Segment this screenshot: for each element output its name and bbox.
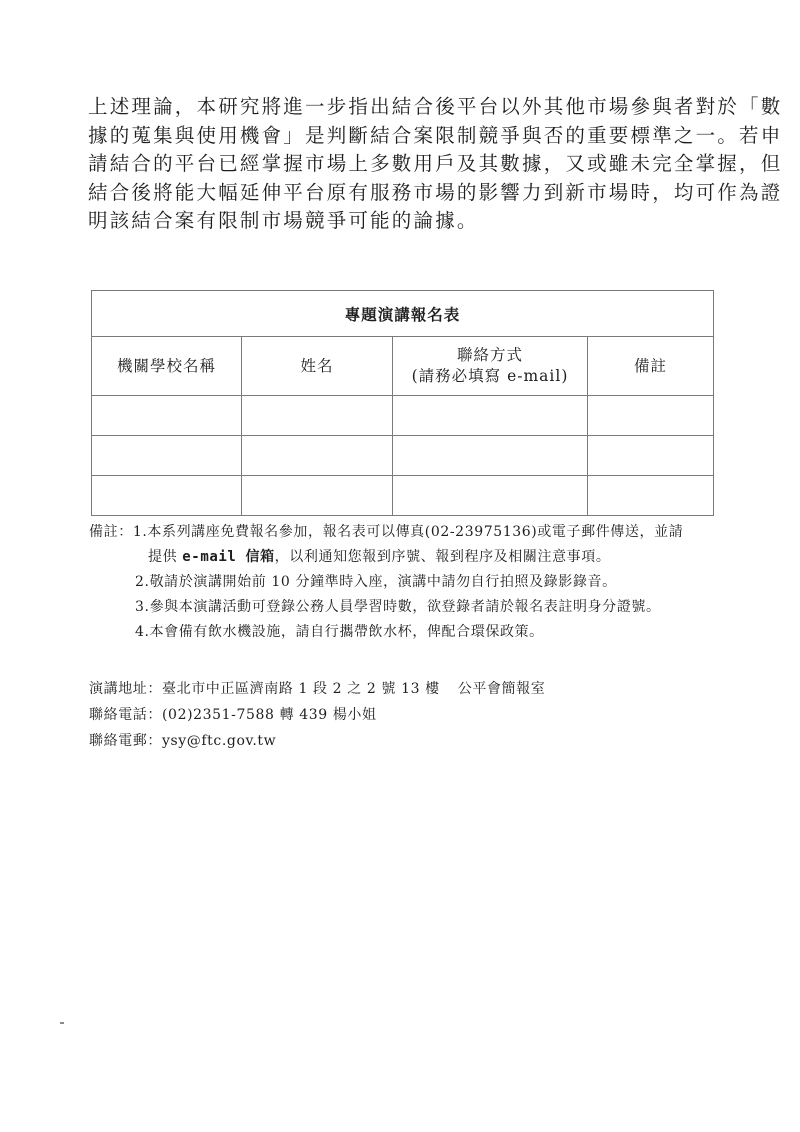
note-text: 本系列講座免費報名參加，報名表可以傳真(02-23975136)或電子郵件傳送，並請 [147,524,684,540]
address-label: 演講地址： [89,681,162,697]
phone-value: (02)2351-7588 轉 439 楊小姐 [162,707,377,723]
contact-header-label: 聯絡方式 [456,346,523,364]
contact-cell[interactable] [393,476,588,516]
room-name: 公平會簡報室 [457,681,546,697]
table-row [92,476,714,516]
note-text: 敬請於演講開始前 10 分鐘準時入座，演講中請勿自行拍照及錄影錄音。 [149,574,617,590]
remarks-cell[interactable] [588,436,714,476]
name-cell[interactable] [242,396,393,436]
remarks-cell[interactable] [588,396,714,436]
note-number: 1. [132,524,148,540]
note-item-1-continuation [89,545,729,570]
body-paragraph [88,93,783,236]
note-item-1 [89,520,729,545]
table-row [92,396,714,436]
note-number: 2. [135,574,150,590]
email-link[interactable]: ysy@ftc.gov.tw [162,733,277,749]
organization-cell[interactable] [92,396,242,436]
column-header-organization: 機關學校名稱 [92,337,242,396]
column-header-contact [393,337,588,396]
paragraph-line: 上述理論，本研究將進一步指出結合後平台以外其他市場參與者對於「數 [88,95,783,118]
note-item-2 [89,570,729,595]
email-emphasis: e-mail 信箱 [182,549,275,565]
paragraph-line: 據的蒐集與使用機會」是判斷結合案限制競爭與否的重要標準之一。若申 [88,123,783,147]
contact-info [89,676,545,754]
contact-email [89,728,545,754]
organization-cell[interactable] [92,436,242,476]
form-title: 專題演講報名表 [92,291,714,337]
note-text: ，以利通知您報到序號、報到程序及相關注意事項。 [274,549,611,565]
notes-section [89,520,729,645]
venue-address [89,676,545,702]
organization-cell[interactable] [92,476,242,516]
column-header-remarks: 備註 [588,337,714,396]
note-item-3 [89,595,729,620]
email-label: 聯絡電郵： [89,733,162,749]
contact-header-note: (請務必填寫 e-mail) [411,367,569,385]
address-value: 臺北市中正區濟南路 1 段 2 之 2 號 13 樓 [162,681,440,697]
note-number: 4. [135,624,150,640]
note-text: 本會備有飲水機設施，請自行攜帶飲水杯，俾配合環保政策。 [149,624,544,640]
contact-cell[interactable] [393,436,588,476]
column-header-row [92,337,714,396]
name-cell[interactable] [242,436,393,476]
contact-cell[interactable] [393,396,588,436]
paragraph-line: 明該結合案有限制市場競爭可能的論據。 [88,209,479,232]
note-text: 參與本演講活動可登錄公務人員學習時數，欲登錄者請於報名表註明身分證號。 [149,599,661,615]
paragraph-line: 結合後將能大幅延伸平台原有服務市場的影響力到新市場時，均可作為證 [88,180,783,204]
name-cell[interactable] [242,476,393,516]
note-text: 提供 [148,549,183,565]
remarks-cell[interactable] [588,476,714,516]
scan-speck [60,1022,64,1024]
contact-phone [89,702,545,728]
paragraph-line: 請結合的平台已經掌握市場上多數用戶及其數據，又或雖未完全掌握，但 [88,152,783,175]
phone-label: 聯絡電話： [89,707,162,723]
note-number: 3. [135,599,150,615]
table-row [92,436,714,476]
note-item-4 [89,620,729,645]
registration-form-table [91,290,714,516]
column-header-name: 姓名 [242,337,393,396]
notes-prefix: 備註： [89,524,133,540]
